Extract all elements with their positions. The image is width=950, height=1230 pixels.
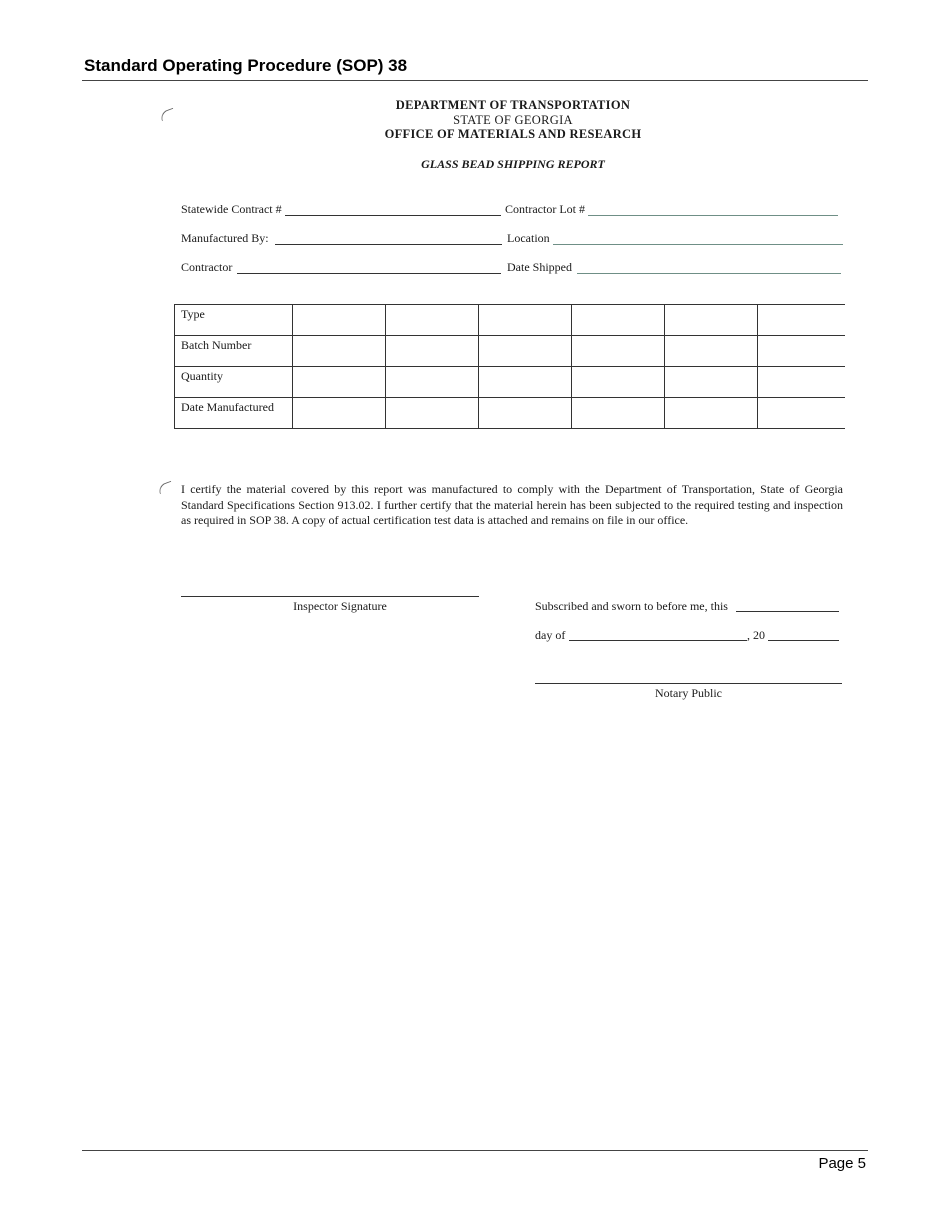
page-header-title: Standard Operating Procedure (SOP) 38	[84, 56, 408, 75]
location-label: Location	[507, 231, 550, 245]
table-cell[interactable]	[572, 367, 665, 398]
row-label-quantity: Quantity	[175, 367, 293, 398]
table-cell[interactable]	[386, 336, 479, 367]
footer-divider	[82, 1150, 868, 1151]
sworn-year-field[interactable]	[768, 640, 839, 641]
sworn-month-field[interactable]	[569, 640, 747, 641]
table-cell[interactable]	[572, 336, 665, 367]
table-cell[interactable]	[479, 367, 572, 398]
contractor-label: Contractor	[181, 260, 233, 274]
day-of-text: day of	[535, 628, 566, 642]
table-cell[interactable]	[386, 398, 479, 429]
form-heading-department: DEPARTMENT OF TRANSPORTATION	[395, 98, 631, 112]
notary-public-label: Notary Public	[655, 686, 722, 700]
row-label-date-manufactured: Date Manufactured	[175, 398, 293, 429]
form-heading-office: OFFICE OF MATERIALS AND RESEARCH	[384, 127, 642, 141]
table-row	[175, 336, 846, 367]
table-cell[interactable]	[479, 336, 572, 367]
header-divider	[82, 80, 868, 81]
scan-artifact-mark	[159, 108, 176, 122]
page-number: Page 5	[818, 1155, 866, 1172]
table-cell[interactable]	[386, 367, 479, 398]
sworn-day-field[interactable]	[736, 611, 839, 612]
notary-signature-line[interactable]	[535, 683, 842, 684]
manufactured-by-field[interactable]	[275, 244, 502, 245]
table-cell[interactable]	[758, 336, 846, 367]
date-shipped-field[interactable]	[577, 273, 841, 274]
year-prefix-text: , 20	[747, 628, 765, 642]
contractor-lot-field[interactable]	[588, 215, 838, 216]
certification-statement: I certify the material covered by this report was manufactured to comply with the Department of Transportation, State of Georgia Standard Specifications Section 913.02. I further certify that the material herein has been subjected to the required testing and inspection as required in SOP 38. A copy of actual certification test data is attached and remains on file in our office.	[181, 482, 843, 527]
report-title: GLASS BEAD SHIPPING REPORT	[421, 157, 605, 171]
table-cell[interactable]	[758, 367, 846, 398]
table-cell[interactable]	[572, 398, 665, 429]
location-field[interactable]	[553, 244, 843, 245]
table-cell[interactable]	[386, 305, 479, 336]
table-cell[interactable]	[665, 398, 758, 429]
table-cell[interactable]	[665, 367, 758, 398]
table-cell[interactable]	[293, 305, 386, 336]
form-heading-state: STATE OF GEORGIA	[453, 113, 573, 127]
table-row	[175, 305, 846, 336]
table-cell[interactable]	[293, 398, 386, 429]
manufactured-by-label: Manufactured By:	[181, 231, 269, 245]
inspector-signature-line[interactable]	[181, 596, 479, 597]
statewide-contract-label: Statewide Contract #	[181, 202, 282, 216]
inspector-signature-label: Inspector Signature	[293, 599, 387, 613]
date-shipped-label: Date Shipped	[507, 260, 572, 274]
statewide-contract-field[interactable]	[285, 215, 501, 216]
subscribed-sworn-text: Subscribed and sworn to before me, this	[535, 599, 728, 613]
table-cell[interactable]	[758, 398, 846, 429]
bead-data-table	[174, 304, 845, 429]
row-label-batch-number: Batch Number	[175, 336, 293, 367]
table-row	[175, 367, 846, 398]
table-cell[interactable]	[293, 367, 386, 398]
table-cell[interactable]	[665, 305, 758, 336]
row-label-type: Type	[175, 305, 293, 336]
contractor-field[interactable]	[237, 273, 501, 274]
table-row	[175, 398, 846, 429]
table-cell[interactable]	[479, 305, 572, 336]
table-cell[interactable]	[572, 305, 665, 336]
table-cell[interactable]	[479, 398, 572, 429]
table-cell[interactable]	[665, 336, 758, 367]
table-cell[interactable]	[293, 336, 386, 367]
table-cell[interactable]	[758, 305, 846, 336]
contractor-lot-label: Contractor Lot #	[505, 202, 585, 216]
scan-artifact-mark	[157, 481, 174, 495]
